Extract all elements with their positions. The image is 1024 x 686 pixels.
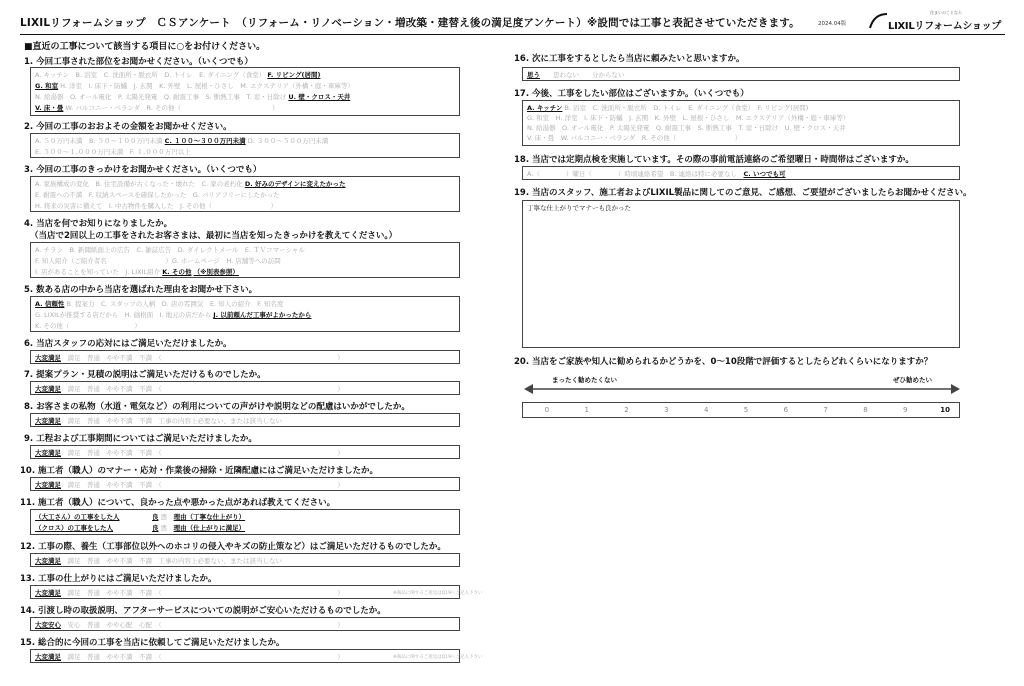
q5-line2: G. LIXILが推奨する店だから H. 価格面 I. 地元の店だから J. 以前頼んだ工事がよかったから <box>35 311 312 319</box>
q2-question: 2. 今回の工事のおおよその金額をお聞かせください。 <box>24 122 232 132</box>
q6-question: 6. 当店スタッフの応対にはご満足いただけましたか。 <box>24 339 232 349</box>
q1-line1: A. キッチン B. 浴室 C. 洗面所・脱衣所 D. トイレ E. ダイニング（食堂） F. リビング(居間) <box>35 71 321 79</box>
q9-question: 9. 工程および工事期間についてはご満足いただけましたか。 <box>24 434 257 444</box>
q20-question: 20. 当店をご家族や知人に勧められるかどうかを、0～10段階で評価するとしたらどれくらいになりますか？ <box>514 357 933 367</box>
header-divider <box>20 34 1005 35</box>
q20-scale-option-8[interactable]: 8 <box>863 406 868 414</box>
q20-scale-option-2[interactable]: 2 <box>624 406 629 414</box>
q19-comment-box[interactable] <box>522 200 960 348</box>
q8-box <box>30 413 460 427</box>
q13-question: 13. 工事の仕上がりにはご満足いただけましたか。 <box>20 574 217 584</box>
q20-scale <box>522 402 960 418</box>
q11-box <box>30 509 460 535</box>
q15-question: 15. 総合的に今回の工事を当店に依頼してご満足いただけましたか。 <box>20 638 285 648</box>
q18-question: 18. 当店では定期点検を実施しています。その際の事前電話連絡のご希望曜日・時間帯はございますか。 <box>514 155 914 165</box>
q10-question: 10. 施工者（職人）のマナー・応対・作業後の掃除・近隣配慮にはご満足いただけましたか。 <box>20 466 379 476</box>
q1-box <box>30 67 460 116</box>
q3-question: 3. 今回の工事のきっかけをお聞かせください。（いくつでも） <box>24 165 262 175</box>
q1-line2: G. 和室 H. 洋室 I. 床下・防蟻 J. 玄関 K. 外壁 L. 屋根・ひさし M. エクステリア（外構・庭・車庫等） <box>35 82 354 90</box>
q20-scale-option-3[interactable]: 3 <box>664 406 669 414</box>
q17-question: 17. 今後、工事をしたい部位はございますか。（いくつでも） <box>514 89 749 99</box>
q18-box <box>522 166 960 180</box>
q15-answer: 大変満足 満足 普通 やや不満 不満 （ ） <box>35 653 344 661</box>
q3-line3: H. 将来の災害に備えて I. 中古物件を購入した J. その他（ ） <box>35 202 278 210</box>
q12-answer: 大変満足 満足 普通 やや不満 不満 工事の内容上必要ない、または該当しない <box>35 557 282 565</box>
q3-box <box>30 176 460 212</box>
q17-line2: G. 和室 H. 洋室 I. 床下・防蟻 J. 玄関 K. 外壁 L. 屋根・ひさし M. エクステリア（外構・庭・車庫等） <box>527 114 850 122</box>
q17-box <box>522 100 960 146</box>
q2-line2: E. ５００～１,０００万円未満 F. １,０００万円以上 <box>35 148 191 156</box>
q8-question: 8. お客さまの私物（水道・電気など）の利用についての声がけや説明などの配慮はいかがでしたか。 <box>24 402 410 412</box>
q19-question: 19. 当店のスタッフ、施工者およびLIXIL製品に関してのご意見、ご感想、ご要望がございましたらお聞かせください。 <box>514 188 972 198</box>
q11-question: 11. 施工者（職人）について、良かった点や悪かった点があれば教えてください。 <box>20 498 336 508</box>
q16-answer: 思う 思わない 分からない <box>527 71 625 79</box>
q4-line2: F. 知人紹介（ご紹介者名 ）G. ホームページ H. 店舗等への訪問 <box>35 257 281 265</box>
instructions: ■直近の工事について該当する項目に○をお付けください。 <box>24 42 266 52</box>
q5-box <box>30 296 460 332</box>
q16-box <box>522 67 960 81</box>
version-date: 2024.04版 <box>818 21 847 27</box>
q18-answer: A.（ ）曜日（ ）時頃連絡希望 B. 連絡は特に必要なし C. いつでも可 <box>527 170 786 178</box>
q13-answer: 大変満足 満足 普通 やや不満 不満 （ ） <box>35 589 344 597</box>
q9-answer: 大変満足 満足 普通 やや不満 不満 （ ） <box>35 449 344 457</box>
q19-comment: 丁寧な仕上がりでマナーも良かった <box>527 204 631 212</box>
q10-answer: 大変満足 満足 普通 やや不満 不満 （ ） <box>35 481 344 489</box>
q11-row1: （大工さん）の工事をした人 良 悪 理由（丁寧な仕上がり） <box>35 513 246 521</box>
q15-note: ※商品に関するご意見はQ19へご記入下さい <box>393 655 483 660</box>
q5-question: 5. 数ある店の中から当店を選ばれた理由をお聞かせ下さい。 <box>24 285 258 295</box>
q7-question: 7. 提案プラン・見積の説明はご満足いただけるものでしたか。 <box>24 370 266 380</box>
q20-scale-option-9[interactable]: 9 <box>903 406 908 414</box>
logo-tagline: 住まいのことなら <box>930 10 962 15</box>
logo-swoosh-icon <box>868 12 888 30</box>
q10-box <box>30 477 460 491</box>
q14-question: 14. 引渡し時の取扱説明、アフターサービスについての説明がご安心いただけるものでしたか。 <box>20 606 386 616</box>
survey-title: LIXILリフォームショップ ＣＳアンケート （リフォーム・リノベーション・増改築・建替え後の満足度アンケート）※設問では工事と表記させていただきます。 <box>20 17 800 29</box>
q17-line4: V. 床・畳 W. バルコニー・ベランダ R. その他（ ） <box>527 134 742 142</box>
q13-box <box>30 585 483 599</box>
q20-scale-option-0[interactable]: 0 <box>544 406 550 414</box>
q20-scale-option-5[interactable]: 5 <box>743 406 749 414</box>
q15-box <box>30 649 483 663</box>
q4-subquestion: （当店で2回以上の工事をされたお客さまは、最初に当店を知ったきっかけを教えてください。） <box>30 231 398 241</box>
q20-scale-option-1[interactable]: 1 <box>584 406 589 414</box>
q4-line3: I. 店があることを知っていた J. LIXIL紹介 K. その他 （※別表参照） <box>35 268 239 276</box>
q16-question: 16. 次に工事をするとしたら当店に頼みたいと思いますか。 <box>514 54 745 64</box>
q17-line1: A. キッチン B. 浴室 C. 洗面所・脱衣所 D. トイレ E. ダイニング（食堂） F. リビング(居間) <box>527 104 809 112</box>
q20-arrow-icon <box>524 384 960 394</box>
q2-line1: A. ５０万円未満 B. ５０～１００万円未満 C. １００～３００万円未満 D. ３００～５００万円未満 <box>35 137 329 145</box>
q14-box <box>30 617 460 631</box>
q11-row2: （クロス）の工事をした人 良 悪 理由（仕上がりに満足） <box>35 524 246 532</box>
q20-scale-option-7[interactable]: 7 <box>823 406 828 414</box>
q20-scale-option-6[interactable]: 6 <box>783 406 789 414</box>
q1-line3: N. 給湯器 O. オール電化 P. 太陽光発電 Q. 耐震工事 S. 断熱工事 T. 窓・日除け U. 壁・クロス・天井 <box>35 93 351 101</box>
q3-line1: A. 家族構成の変化 B. 住宅設備が古くなった・壊れた C. 家の老朽化 D. 好みのデザインに変えたかった <box>35 180 346 188</box>
q20-scale-option-10[interactable]: 10 <box>940 406 950 414</box>
q8-answer: 大変満足 満足 普通 やや不満 不満 工事の内容上必要ない、または該当しない <box>35 417 282 425</box>
q20-right-label: ぜひ勧めたい <box>893 376 932 384</box>
logo-text: LIXILリフォームショップ <box>888 21 1001 32</box>
q1-question: 1. 今回工事された部位をお聞かせください。（いくつでも） <box>24 57 253 67</box>
q20-left-label: まったく勧めたくない <box>552 376 617 384</box>
q5-line1: A. 信頼性 B. 提案力 C. スタッフの人柄 D. 店の雰囲気 E. 知人の紹介 F. 知名度 <box>35 300 284 308</box>
q20-scale-option-4[interactable]: 4 <box>703 406 709 414</box>
q6-answer: 大変満足 満足 普通 やや不満 不満 （ ） <box>35 354 344 362</box>
q12-question: 12. 工事の際、養生（工事部位以外へのホコリの侵入やキズの防止策など）はご満足いただけるものでしたか。 <box>20 542 446 552</box>
q2-box <box>30 133 460 158</box>
q4-box <box>30 242 460 278</box>
q3-line2: E. 耐震への不満 F. 収納スペースを確保したかった G. バリアフリーにしたかった <box>35 191 280 199</box>
q14-answer: 大変安心 安心 普通 やや心配 心配 （ ） <box>35 621 344 629</box>
q4-question: 4. 当店を何でお知りになりましたか。 <box>24 219 173 229</box>
q5-line3: K. その他（ ） <box>35 322 141 330</box>
q12-box <box>30 553 460 567</box>
q17-line3: N. 給湯器 O. オール電化 P. 太陽光発電 Q. 耐震工事 S. 断熱工事 T. 窓・日除け U. 壁・クロス・天井 <box>527 124 846 132</box>
lixil-logo <box>868 10 1003 32</box>
q7-box <box>30 381 460 395</box>
q6-box <box>30 350 460 364</box>
header <box>20 12 1005 34</box>
q1-line4: V. 床・畳 W. バルコニー・ベランダ R. その他（ ） <box>35 104 279 112</box>
q7-answer: 大変満足 満足 普通 やや不満 不満 （ ） <box>35 385 344 393</box>
q9-box <box>30 445 460 459</box>
q4-line1: A. チラシ B. 新聞紙面上の広告 C. 雑誌広告 D. ダイレクトメール E. ＴＶコマーシャル <box>35 246 305 254</box>
q13-note: ※商品に関するご意見はQ19へご記入下さい <box>393 591 483 596</box>
